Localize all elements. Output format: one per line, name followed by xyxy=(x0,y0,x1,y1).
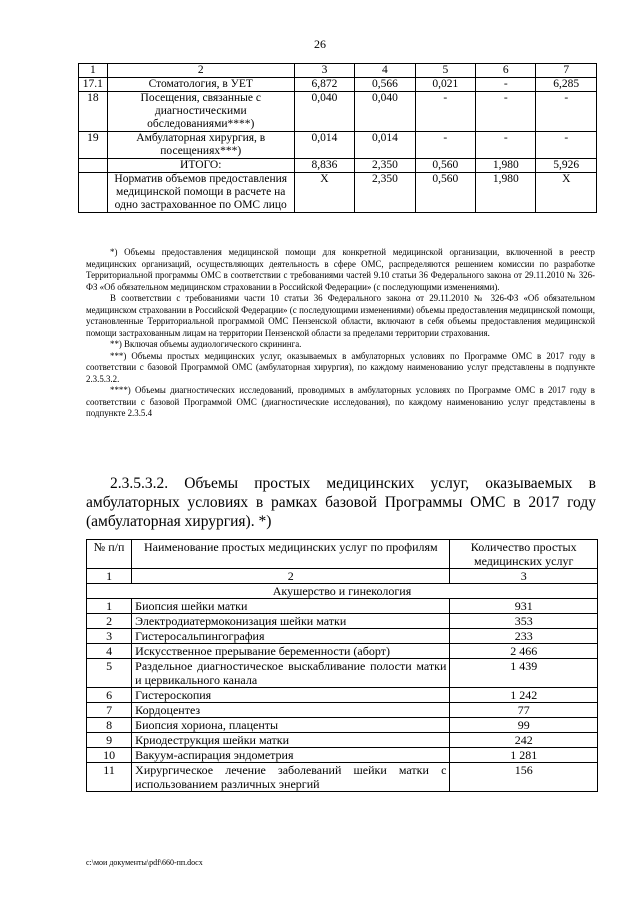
footnote: **) Включая объемы аудиологического скрининга. xyxy=(110,339,302,349)
heading-text: 2.3.5.3.2. Объемы простых медицинских услуг, оказываемых в амбулаторных условиях в рамках базовой Программы ОМС в 2017 году (амбулаторная хирургия). *) xyxy=(86,475,596,530)
table-cell: Электродиатермоконизация шейки матки xyxy=(132,614,450,629)
table-cell: 2 466 xyxy=(450,644,598,659)
table-row-total xyxy=(79,159,597,173)
table-row xyxy=(87,599,598,614)
table-cell: 5,926 xyxy=(536,159,597,173)
table-row-norm xyxy=(79,173,597,213)
table-cell: Вакуум-аспирация эндометрия xyxy=(132,748,450,763)
table-row xyxy=(87,614,598,629)
table-cell: 6 xyxy=(87,688,132,703)
table-cell: 0,021 xyxy=(415,78,475,92)
table-cell: - xyxy=(476,132,536,159)
table-cell: 0,014 xyxy=(294,132,354,159)
table-row xyxy=(79,92,597,132)
table-cell: 1 xyxy=(87,569,132,584)
table-number-row xyxy=(87,569,598,584)
table-row xyxy=(87,688,598,703)
table-cell: 2,350 xyxy=(355,159,415,173)
table-cell: Стоматология, в УЕТ xyxy=(107,78,294,92)
table-cell: 6 xyxy=(476,64,536,78)
table-cell: 10 xyxy=(87,748,132,763)
page-number: 26 xyxy=(314,37,326,51)
table-cell: 931 xyxy=(450,599,598,614)
table-row xyxy=(87,733,598,748)
table-cell: Гистеросальпингография xyxy=(132,629,450,644)
table-cell: ИТОГО: xyxy=(107,159,294,173)
table-cell: 242 xyxy=(450,733,598,748)
table-cell: Криодеструкция шейки матки xyxy=(132,733,450,748)
table-cell: Амбулаторная хирургия, в посещениях***) xyxy=(107,132,294,159)
table-row xyxy=(87,748,598,763)
footnote: *) Объемы предоставления медицинской помощи для конкретной медицинской организации, включенной в реестр медицинских организаций, осуществляющих деятельность в сфере ОМС, распределяются решением комиссии по разработке Территориальной программы ОМС в соответствии с требованиями частей 9.10 статьи 36 Федерального закона от 29.11.2010 № 326-ФЗ «Об обязательном медицинском страховании в Российской Федерации» (с последующими изменениями). xyxy=(86,247,595,292)
table-cell: - xyxy=(415,92,475,132)
table-cell: - xyxy=(536,92,597,132)
table-cell: 4 xyxy=(87,644,132,659)
table-header-cell: Наименование простых медицинских услуг по профилям xyxy=(132,540,450,569)
table-cell: 19 xyxy=(79,132,108,159)
table-cell: 8 xyxy=(87,718,132,733)
table-cell: 3 xyxy=(87,629,132,644)
table-cell: 1 xyxy=(87,599,132,614)
table-cell: 7 xyxy=(87,703,132,718)
table-cell: 99 xyxy=(450,718,598,733)
table-cell: 4 xyxy=(355,64,415,78)
table-header-row xyxy=(79,64,597,78)
table-cell: 18 xyxy=(79,92,108,132)
table-cell: Раздельное диагностическое выскабливание полости матки и цервикального канала xyxy=(132,659,450,688)
table-cell: - xyxy=(476,92,536,132)
table-cell: Посещения, связанные с диагностическими обследованиями****) xyxy=(107,92,294,132)
footnotes xyxy=(86,247,595,420)
table-cell: 77 xyxy=(450,703,598,718)
table-header-cell: Количество простых медицинских услуг xyxy=(450,540,598,569)
table-cell: 0,560 xyxy=(415,173,475,213)
footnote: В соответствии с требованиями части 10 статьи 36 Федерального закона от 29.11.2010 № 326-ФЗ «Об обязательном медицинском страховании в Российской Федерации» (с последующими изменениями) объемы предоставления медицинской помощи, установленные Территориальной программой ОМС Пензенской области, включают в себя объемы предоставления медицинской помощи застрахованным лицам на территории Пензенской области за пределами территории страхования. xyxy=(86,293,595,338)
table-cell: - xyxy=(476,78,536,92)
table-cell: 5 xyxy=(87,659,132,688)
table-cell: Х xyxy=(536,173,597,213)
table-cell: 2 xyxy=(87,614,132,629)
table-cell: 3 xyxy=(450,569,598,584)
table-cell: 1 281 xyxy=(450,748,598,763)
table-cell: Гистероскопия xyxy=(132,688,450,703)
table-row xyxy=(87,659,598,688)
services-table xyxy=(86,539,598,792)
footnote: ***) Объемы простых медицинских услуг, оказываемых в амбулаторных условиях по Программе ОМС в 2017 году в соответствии с базовой Программой ОМС (амбулаторная хирургия), по каждому наименованию услуг представлены в подпункте 2.3.5.3.2. xyxy=(86,350,595,384)
table-cell xyxy=(79,159,108,173)
table-cell: 0,040 xyxy=(355,92,415,132)
table-row xyxy=(79,132,597,159)
table-cell: Искусственное прерывание беременности (аборт) xyxy=(132,644,450,659)
table-cell: 7 xyxy=(536,64,597,78)
table-cell: Биопсия шейки матки xyxy=(132,599,450,614)
table-row xyxy=(87,703,598,718)
table-cell: Кордоцентез xyxy=(132,703,450,718)
section-label: Акушерство и гинекология xyxy=(87,584,598,599)
table-cell: 2,350 xyxy=(355,173,415,213)
table-cell: 8,836 xyxy=(294,159,354,173)
table-cell: 0,560 xyxy=(415,159,475,173)
volumes-table xyxy=(78,63,597,213)
table-cell: 353 xyxy=(450,614,598,629)
table-cell xyxy=(79,173,108,213)
table-cell: 3 xyxy=(294,64,354,78)
table-cell: 17.1 xyxy=(79,78,108,92)
table-cell: 1 xyxy=(79,64,108,78)
table-cell: 5 xyxy=(415,64,475,78)
table-cell: 1,980 xyxy=(476,173,536,213)
table-cell: Х xyxy=(294,173,354,213)
table-row xyxy=(87,718,598,733)
table-cell: - xyxy=(536,132,597,159)
table-section-row xyxy=(87,584,598,599)
table-cell: Биопсия хориона, плаценты xyxy=(132,718,450,733)
file-path-footer: c:\мои документы\pdf\660-пп.docx xyxy=(86,858,203,867)
table-row xyxy=(87,763,598,792)
table-cell: 6,872 xyxy=(294,78,354,92)
table-cell: 1 242 xyxy=(450,688,598,703)
table-cell: 0,040 xyxy=(294,92,354,132)
table-cell: 9 xyxy=(87,733,132,748)
table-cell: 2 xyxy=(107,64,294,78)
table-cell: 11 xyxy=(87,763,132,792)
table-cell: 233 xyxy=(450,629,598,644)
table-cell: Норматив объемов предоставления медицинской помощи в расчете на одно застрахованное по ОМС лицо xyxy=(107,173,294,213)
table-cell: 6,285 xyxy=(536,78,597,92)
footnote: ****) Объемы диагностических исследований, проводимых в амбулаторных условиях по Программе ОМС в 2017 году в соответствии с базовой Программой ОМС (диагностические исследования), по каждому наименованию услуг представлены в подпункте 2.3.5.4 xyxy=(86,385,595,418)
section-heading xyxy=(86,474,596,531)
table-header-cell: № п/п xyxy=(87,540,132,569)
table-row xyxy=(79,78,597,92)
table-row xyxy=(87,629,598,644)
table-cell: 0,566 xyxy=(355,78,415,92)
table-cell: - xyxy=(415,132,475,159)
table-cell: 1,980 xyxy=(476,159,536,173)
table-cell: 1 439 xyxy=(450,659,598,688)
table-cell: Хирургическое лечение заболеваний шейки матки с использованием различных энергий xyxy=(132,763,450,792)
table-header-row xyxy=(87,540,598,569)
table-cell: 156 xyxy=(450,763,598,792)
table-cell: 2 xyxy=(132,569,450,584)
table-cell: 0,014 xyxy=(355,132,415,159)
table-row xyxy=(87,644,598,659)
